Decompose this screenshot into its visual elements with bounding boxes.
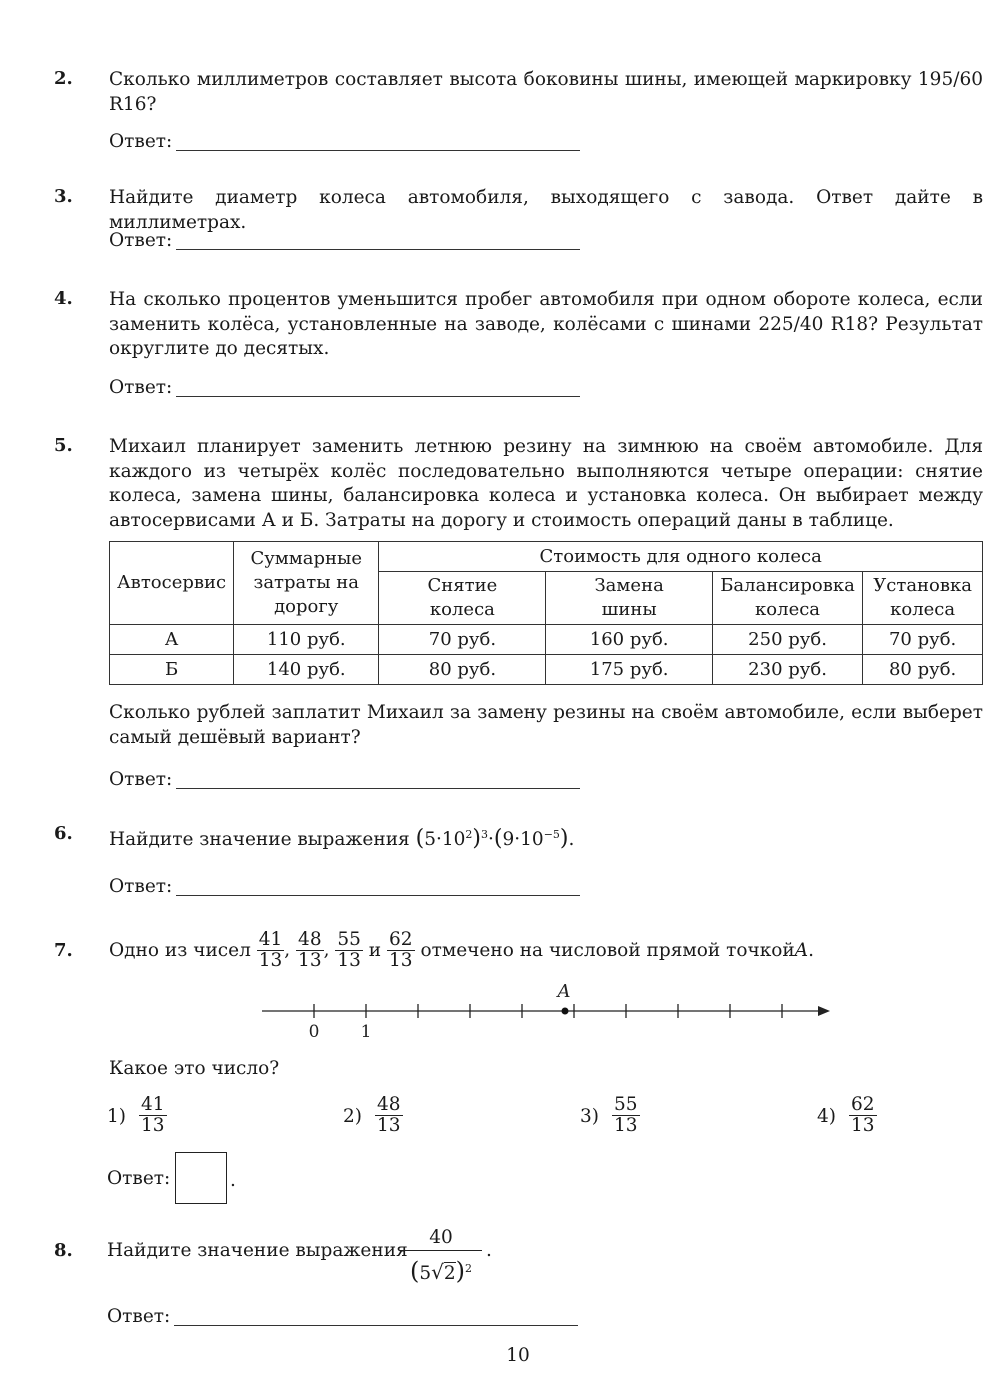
fraction: $\frac{41}{13}$	[258, 929, 283, 971]
table-cell: 70 руб.	[379, 625, 546, 655]
fraction: $\frac{48}{13}$	[377, 1094, 401, 1136]
answer-field-2[interactable]	[0, 131, 1000, 161]
question-number-7: 7.	[54, 940, 73, 961]
table-cell: 110 руб.	[234, 625, 379, 655]
answer-label: Ответ:	[109, 131, 173, 152]
option-label: 1)	[107, 1106, 126, 1127]
question-number-5: 5.	[54, 435, 73, 456]
question-number-8: 8.	[54, 1240, 73, 1261]
answer-label-7: Ответ:	[107, 1168, 171, 1189]
answer-line[interactable]	[176, 249, 580, 250]
option-label: 2)	[343, 1106, 362, 1127]
answer-line[interactable]	[176, 396, 580, 397]
fraction: $\frac{55}{13}$	[614, 1094, 638, 1136]
point-a-marker	[562, 1008, 569, 1015]
fraction: $\frac{48}{13}$	[298, 929, 322, 971]
answer-line[interactable]	[176, 788, 580, 789]
table-row	[110, 625, 983, 655]
question-number-2: 2.	[54, 68, 73, 89]
answer-box-dot: .	[230, 1170, 236, 1191]
table-cell: 80 руб.	[863, 655, 983, 685]
table-cell: 175 руб.	[546, 655, 712, 685]
q7-conj: и	[368, 940, 382, 961]
answer-box[interactable]	[175, 1152, 227, 1204]
table-cell: Б	[110, 655, 234, 685]
answer-label: Ответ:	[109, 377, 173, 398]
table-row	[110, 655, 983, 685]
point-a-label: A	[557, 981, 571, 1002]
table-cell: 80 руб.	[379, 655, 546, 685]
q7-text-after: отмечено на числовой прямой точкой	[420, 940, 795, 961]
table-cell: 230 руб.	[712, 655, 862, 685]
answer-label: Ответ:	[109, 230, 173, 251]
fraction-expression	[400, 1226, 482, 1292]
q7-point-name: A	[794, 940, 809, 961]
question-text-2: Сколько миллиметров составляет высота боковины шины, имеющей маркировку 195/60 R16?	[109, 69, 983, 115]
table-cell: 250 руб.	[712, 625, 862, 655]
fraction-denominator: $(5√2)^2$	[409, 1257, 473, 1286]
question-number-4: 4.	[54, 288, 73, 309]
header-removal: Снятие колеса	[379, 572, 546, 625]
answer-field-8[interactable]	[0, 1306, 1000, 1336]
question-text-8: Найдите значение выражения	[107, 1240, 408, 1261]
header-tire-change: Замена шины	[546, 572, 712, 625]
table-cell: 140 руб.	[234, 655, 379, 685]
answer-label: Ответ:	[107, 1306, 171, 1327]
fraction: $\frac{55}{13}$	[337, 929, 361, 971]
question-text-7b: Какое это число?	[109, 1058, 280, 1079]
arrow-head-icon	[818, 1006, 830, 1016]
fraction: $\frac{62}{13}$	[851, 1094, 875, 1136]
answer-field-3[interactable]	[0, 230, 1000, 260]
axis-label-0: 0	[308, 1022, 320, 1040]
math-expression: $(5\cdot 10^2)^3\cdot(9\cdot 10^{-5})$.	[415, 826, 575, 852]
fraction: $\frac{62}{13}$	[389, 929, 413, 971]
option-label: 4)	[817, 1106, 836, 1127]
question-text-5b: Сколько рублей заплатит Михаил за замену резины на своём автомобиле, если выберет самый дешёвый вариант?	[109, 702, 983, 748]
answer-field-6[interactable]	[0, 876, 1000, 906]
question-text-5: Михаил планирует заменить летнюю резину на зимнюю на своём автомобиле. Для каждого из четырёх колёс последовательно выполняются четыре операции: снятие колеса, замена шины, балансировка колеса и установка колеса. Он выбирает между автосервисами А и Б. Затраты на дорогу и стоимость операций даны в таблице.	[109, 436, 983, 531]
question-number-3: 3.	[54, 186, 73, 207]
question-text-3: Найдите диаметр колеса автомобиля, выходящего с завода. Ответ дайте в миллиметрах.	[109, 187, 983, 233]
header-balancing: Балансировка колеса	[712, 572, 862, 625]
question-text-6	[109, 823, 574, 853]
question-text-7: Одно из чисел $\frac{41}{13}$ , $\frac{48}{13}$ , $\frac{55}{13}$ и $\frac{62}{13}$ отмечено на числовой прямой точкойA.	[109, 929, 815, 971]
table-cell: 160 руб.	[546, 625, 712, 655]
answer-field-4[interactable]	[0, 377, 1000, 407]
answer-line[interactable]	[174, 1325, 578, 1326]
answer-field-5[interactable]	[0, 769, 1000, 799]
axis-label-1: 1	[360, 1022, 372, 1040]
table-cell: 70 руб.	[863, 625, 983, 655]
option-label: 3)	[580, 1106, 599, 1127]
question-text-6-label: Найдите значение выражения	[109, 829, 410, 851]
answer-line[interactable]	[176, 150, 580, 151]
header-service: Автосервис	[110, 542, 234, 625]
answer-label: Ответ:	[109, 876, 173, 897]
page-number: 10	[506, 1345, 530, 1366]
number-line	[250, 980, 850, 1040]
table-cell: А	[110, 625, 234, 655]
answer-line[interactable]	[176, 895, 580, 896]
question-text-4: На сколько процентов уменьшится пробег автомобиля при одном обороте колеса, если заменить колёса, установленные на заводе, колёсами с шинами 225/40 R18? Результат округлите до десятых.	[109, 289, 983, 359]
service-cost-table	[109, 541, 983, 685]
fraction: $\frac{41}{13}$	[141, 1094, 165, 1136]
header-installation: Установка колеса	[863, 572, 983, 625]
fraction-numerator: 40	[400, 1226, 482, 1251]
fraction-period: .	[486, 1240, 492, 1261]
q7-text-before: Одно из чисел	[109, 940, 251, 961]
answer-label: Ответ:	[109, 769, 173, 790]
question-number-6: 6.	[54, 823, 73, 844]
header-cost-per-wheel: Стоимость для одного колеса	[379, 542, 983, 572]
header-road-cost: Суммарные затраты на дорогу	[234, 542, 379, 625]
